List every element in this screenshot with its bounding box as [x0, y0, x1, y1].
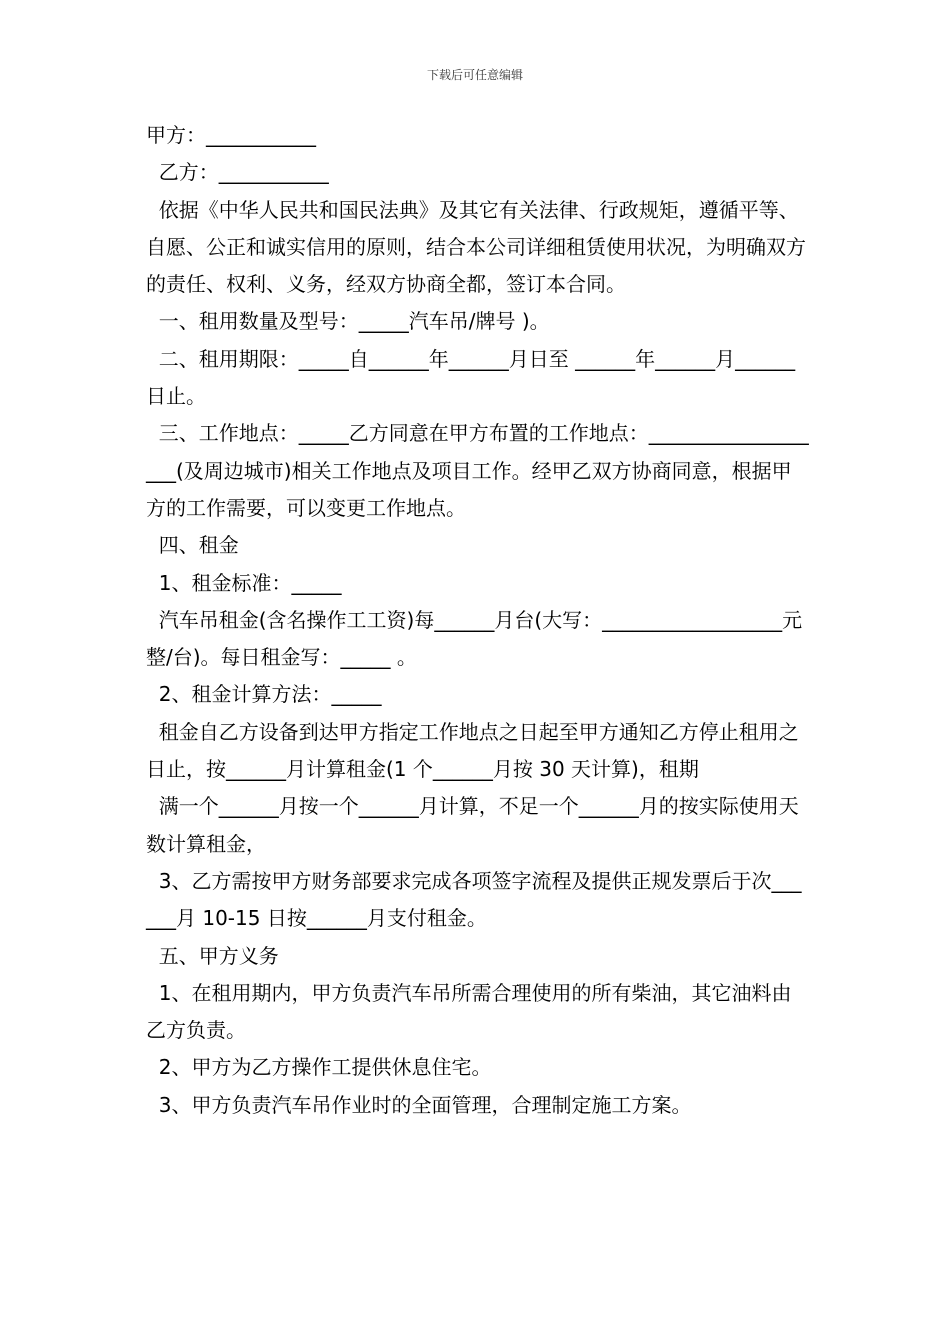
duty-1-fuel: 1、在租用期内，甲方负责汽车吊所需合理使用的所有柴油，其它油料由乙方负责。: [146, 980, 792, 1043]
rent-calc-paragraph: 租金自乙方设备到达甲方指定工作地点之日起至甲方通知乙方停止租用之日止，按______月计算租金(1 个______月按 30 天计算)，租期: [146, 719, 799, 782]
duty-3-management: 3、甲方负责汽车吊作业时的全面管理，合理制定施工方案。: [146, 1092, 692, 1117]
clause-5-heading-party-a-duties: 五、甲方义务: [146, 943, 279, 968]
contract-body: [146, 117, 810, 1124]
clause-3-work-location: 三、工作地点：_____乙方同意在甲方布置的工作地点：___________________(及周边城市)相关工作地点及项目工作。经甲乙双方协商同意，根据甲方的工作需要，可以变更工作地点。: [146, 421, 809, 520]
preamble-paragraph: 依据《中华人民共和国民法典》及其它有关法律、行政规矩，遵循平等、自愿、公正和诚实信用的原则，结合本公司详细租赁使用状况，为明确双方的责任、权利、义务，经双方协商全都，签订本合同。: [146, 197, 806, 297]
clause-1-quantity-model: 一、租用数量及型号：_____汽车吊/牌号 )。: [146, 309, 550, 334]
rent-payment-paragraph: 3、乙方需按甲方财务部要求完成各项签字流程及提供正规发票后于次______月 10-15 日按______月支付租金。: [146, 868, 802, 931]
duty-2-housing: 2、甲方为乙方操作工提供休息住宅。: [146, 1055, 492, 1080]
rent-full-month-paragraph: 满一个______月按一个______月计算，不足一个______月的按实际使用天数计算租金，: [146, 794, 799, 856]
rent-calc-method-line: 2、租金计算方法：_____: [146, 682, 382, 707]
clause-2-rental-period: 二、租用期限：_____自______年______月日至 ______年______月______日止。: [146, 346, 796, 409]
party-a-line: 甲方：___________: [146, 123, 316, 147]
page-header-note: 下载后可任意编辑: [426, 68, 523, 82]
party-b-line: 乙方：___________: [146, 160, 329, 185]
rent-standard-line: 1、租金标准：_____: [146, 570, 342, 595]
crane-rent-paragraph: 汽车吊租金(含名操作工工资)每______月台(大写：__________________元整/台)。每日租金写：_____ 。: [146, 607, 803, 670]
clause-4-heading-rent: 四、租金: [146, 533, 239, 558]
